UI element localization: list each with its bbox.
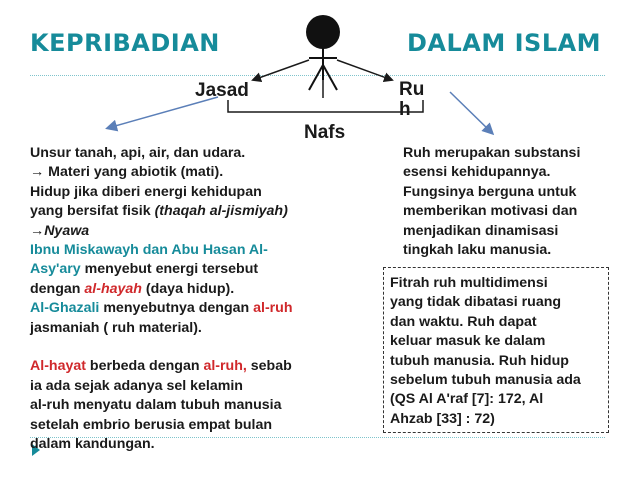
box-line: sebelum tubuh manusia ada [390, 372, 581, 389]
arrow-right-icon: → [30, 164, 45, 181]
box-line: tubuh manusia. Ruh hidup [390, 352, 569, 369]
right-line: Fungsinya berguna untuk [403, 183, 577, 200]
arrow-to-ruh [337, 60, 392, 80]
left-line: jasmaniah ( ruh material). [30, 319, 202, 336]
left-line: setelah embrio berusia empat bulan [30, 416, 273, 433]
title-left: KEPRIBADIAN [30, 29, 220, 57]
nafs-bracket [228, 100, 423, 112]
box-line: Fitrah ruh multidimensi [390, 275, 548, 291]
arrow-right-icon: → [30, 222, 45, 239]
right-line: memberikan motivasi dan [403, 203, 578, 220]
box-line: keluar masuk ke dalam [390, 333, 546, 350]
label-jasad: Jasad [195, 80, 249, 101]
left-line: ia ada sejak adanya sel kelamin [30, 377, 243, 394]
left-line: yang bersifat fisik (thaqah al-jismiyah) [30, 203, 288, 220]
left-line: al-ruh menyatu dalam tubuh manusia [30, 397, 282, 414]
right-line: esensi kehidupannya. [403, 164, 551, 181]
left-spacer [30, 338, 293, 357]
label-ruh-line2: h [399, 99, 411, 120]
left-line: Al-Ghazali menyebutnya dengan al-ruh [30, 300, 293, 317]
title-right: DALAM ISLAM [407, 29, 602, 57]
left-line: Hidup jika diberi energi kehidupan [30, 183, 262, 200]
left-text-block [30, 144, 293, 455]
label-ruh-line1: Ru [399, 79, 425, 100]
right-line: menjadikan dinamisasi [403, 222, 559, 239]
box-line: yang tidak dibatasi ruang [390, 294, 562, 311]
left-line: dalam kandungan. [30, 436, 155, 453]
label-ruh [399, 80, 424, 120]
label-nafs: Nafs [304, 122, 346, 143]
left-line: Asy'ary menyebut energi tersebut [30, 261, 259, 278]
box-text [390, 274, 581, 429]
right-line: Ruh merupakan substansi [403, 145, 581, 161]
human-figure-icon [306, 15, 340, 90]
left-line: →Nyawa [30, 222, 90, 239]
left-line: dengan al-hayah (daya hidup). [30, 280, 235, 297]
left-line: Unsur tanah, api, air, dan udara. [30, 145, 246, 161]
fitrah-ruh-box [383, 267, 609, 433]
box-line: Ahzab [33] : 72) [390, 410, 495, 427]
box-line: dan waktu. Ruh dapat [390, 313, 537, 330]
blue-arrow-right [450, 92, 492, 133]
left-line: → Materi yang abiotik (mati). [30, 164, 224, 181]
box-line: (QS Al A'raf [7]: 172, Al [390, 391, 544, 408]
right-text-block [403, 144, 580, 260]
right-line: tingkah laku manusia. [403, 242, 552, 259]
left-line: Ibnu Miskawayh dan Abu Hasan Al- [30, 242, 268, 259]
arrow-to-jasad [253, 60, 309, 80]
left-line: Al-hayat berbeda dengan al-ruh, sebab [30, 358, 292, 375]
